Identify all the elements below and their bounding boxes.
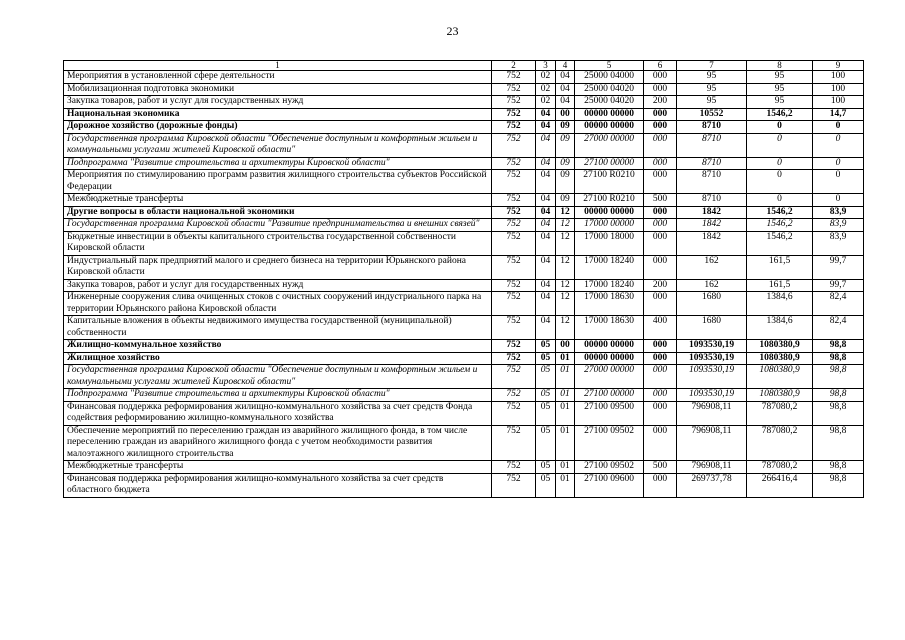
table-row xyxy=(64,83,864,96)
section-cell: 02 xyxy=(536,83,556,96)
section-cell: 05 xyxy=(536,340,556,353)
expense-type-cell: 500 xyxy=(644,461,677,474)
table-row xyxy=(64,133,864,157)
table-row xyxy=(64,352,864,365)
section-cell: 04 xyxy=(536,194,556,207)
grbs-cell: 752 xyxy=(492,71,536,84)
target-item-cell: 27100 09502 xyxy=(575,461,644,474)
plan-amount-cell: 796908,11 xyxy=(677,425,747,461)
expense-type-cell: 000 xyxy=(644,352,677,365)
target-item-cell: 27100 09600 xyxy=(575,473,644,497)
grbs-cell: 752 xyxy=(492,316,536,340)
percent-cell: 0 xyxy=(813,170,864,194)
table-row xyxy=(64,425,864,461)
target-item-cell: 00000 00000 xyxy=(575,340,644,353)
percent-cell: 100 xyxy=(813,96,864,109)
header-cell: 6 xyxy=(644,61,677,71)
expense-type-cell: 000 xyxy=(644,292,677,316)
grbs-cell: 752 xyxy=(492,219,536,232)
name-cell: Государственная программа Кировской области "Обеспечение доступным и комфортным жильем и коммунальными услугами жителей Кировской области" xyxy=(64,133,492,157)
plan-amount-cell: 269737,78 xyxy=(677,473,747,497)
plan-amount-cell: 1680 xyxy=(677,316,747,340)
percent-cell: 82,4 xyxy=(813,316,864,340)
table-row xyxy=(64,292,864,316)
subsection-cell: 12 xyxy=(556,279,575,292)
name-cell: Подпрограмма "Развитие строительства и архитектуры Кировской области" xyxy=(64,157,492,170)
target-item-cell: 17000 00000 xyxy=(575,219,644,232)
target-item-cell: 27100 00000 xyxy=(575,157,644,170)
name-cell: Мобилизационная подготовка экономики xyxy=(64,83,492,96)
target-item-cell: 27100 R0210 xyxy=(575,194,644,207)
actual-amount-cell: 1546,2 xyxy=(747,219,813,232)
grbs-cell: 752 xyxy=(492,206,536,219)
header-cell: 7 xyxy=(677,61,747,71)
grbs-cell: 752 xyxy=(492,108,536,121)
subsection-cell: 01 xyxy=(556,401,575,425)
section-cell: 05 xyxy=(536,425,556,461)
section-cell: 04 xyxy=(536,133,556,157)
subsection-cell: 12 xyxy=(556,206,575,219)
target-item-cell: 00000 00000 xyxy=(575,108,644,121)
percent-cell: 0 xyxy=(813,121,864,134)
target-item-cell: 00000 00000 xyxy=(575,352,644,365)
name-cell: Другие вопросы в области национальной экономики xyxy=(64,206,492,219)
grbs-cell: 752 xyxy=(492,83,536,96)
grbs-cell: 752 xyxy=(492,194,536,207)
subsection-cell: 09 xyxy=(556,194,575,207)
subsection-cell: 12 xyxy=(556,292,575,316)
target-item-cell: 17000 18630 xyxy=(575,316,644,340)
expense-type-cell: 000 xyxy=(644,219,677,232)
target-item-cell: 00000 00000 xyxy=(575,121,644,134)
subsection-cell: 01 xyxy=(556,365,575,389)
grbs-cell: 752 xyxy=(492,121,536,134)
grbs-cell: 752 xyxy=(492,461,536,474)
grbs-cell: 752 xyxy=(492,157,536,170)
expense-type-cell: 000 xyxy=(644,340,677,353)
subsection-cell: 00 xyxy=(556,108,575,121)
actual-amount-cell: 95 xyxy=(747,71,813,84)
table-row xyxy=(64,401,864,425)
percent-cell: 83,9 xyxy=(813,206,864,219)
section-cell: 04 xyxy=(536,231,556,255)
header-cell: 9 xyxy=(813,61,864,71)
plan-amount-cell: 8710 xyxy=(677,133,747,157)
subsection-cell: 09 xyxy=(556,133,575,157)
percent-cell: 100 xyxy=(813,83,864,96)
actual-amount-cell: 787080,2 xyxy=(747,461,813,474)
target-item-cell: 25000 04020 xyxy=(575,83,644,96)
name-cell: Финансовая поддержка реформирования жилищно-коммунального хозяйства за счет средств областного бюджета xyxy=(64,473,492,497)
subsection-cell: 04 xyxy=(556,71,575,84)
plan-amount-cell: 8710 xyxy=(677,121,747,134)
subsection-cell: 01 xyxy=(556,389,575,402)
expense-type-cell: 000 xyxy=(644,389,677,402)
budget-table xyxy=(63,60,864,498)
actual-amount-cell: 1546,2 xyxy=(747,231,813,255)
actual-amount-cell: 1080380,9 xyxy=(747,389,813,402)
target-item-cell: 00000 00000 xyxy=(575,206,644,219)
percent-cell: 98,8 xyxy=(813,401,864,425)
table-row xyxy=(64,231,864,255)
section-cell: 04 xyxy=(536,206,556,219)
grbs-cell: 752 xyxy=(492,231,536,255)
percent-cell: 99,7 xyxy=(813,255,864,279)
grbs-cell: 752 xyxy=(492,133,536,157)
grbs-cell: 752 xyxy=(492,96,536,109)
table-row xyxy=(64,365,864,389)
section-cell: 05 xyxy=(536,389,556,402)
grbs-cell: 752 xyxy=(492,279,536,292)
table-row xyxy=(64,255,864,279)
section-cell: 02 xyxy=(536,96,556,109)
name-cell: Дорожное хозяйство (дорожные фонды) xyxy=(64,121,492,134)
section-cell: 04 xyxy=(536,108,556,121)
table-row xyxy=(64,461,864,474)
plan-amount-cell: 8710 xyxy=(677,157,747,170)
subsection-cell: 01 xyxy=(556,352,575,365)
percent-cell: 0 xyxy=(813,157,864,170)
target-item-cell: 27100 09500 xyxy=(575,401,644,425)
grbs-cell: 752 xyxy=(492,292,536,316)
target-item-cell: 25000 04000 xyxy=(575,71,644,84)
percent-cell: 98,8 xyxy=(813,365,864,389)
grbs-cell: 752 xyxy=(492,170,536,194)
percent-cell: 98,8 xyxy=(813,461,864,474)
plan-amount-cell: 95 xyxy=(677,71,747,84)
percent-cell: 14,7 xyxy=(813,108,864,121)
header-cell: 8 xyxy=(747,61,813,71)
subsection-cell: 12 xyxy=(556,316,575,340)
name-cell: Мероприятия в установленной сфере деятельности xyxy=(64,71,492,84)
header-cell: 4 xyxy=(556,61,575,71)
subsection-cell: 12 xyxy=(556,219,575,232)
table-row xyxy=(64,473,864,497)
actual-amount-cell: 787080,2 xyxy=(747,425,813,461)
percent-cell: 99,7 xyxy=(813,279,864,292)
section-cell: 04 xyxy=(536,121,556,134)
plan-amount-cell: 10552 xyxy=(677,108,747,121)
expense-type-cell: 000 xyxy=(644,401,677,425)
name-cell: Жилищное хозяйство xyxy=(64,352,492,365)
percent-cell: 98,8 xyxy=(813,473,864,497)
expense-type-cell: 000 xyxy=(644,231,677,255)
header-cell: 3 xyxy=(536,61,556,71)
grbs-cell: 752 xyxy=(492,340,536,353)
actual-amount-cell: 0 xyxy=(747,170,813,194)
actual-amount-cell: 95 xyxy=(747,96,813,109)
percent-cell: 82,4 xyxy=(813,292,864,316)
plan-amount-cell: 1093530,19 xyxy=(677,352,747,365)
expense-type-cell: 000 xyxy=(644,170,677,194)
target-item-cell: 27100 00000 xyxy=(575,389,644,402)
target-item-cell: 17000 18630 xyxy=(575,292,644,316)
actual-amount-cell: 1080380,9 xyxy=(747,340,813,353)
name-cell: Межбюджетные трансферты xyxy=(64,461,492,474)
section-cell: 04 xyxy=(536,316,556,340)
grbs-cell: 752 xyxy=(492,473,536,497)
table-row xyxy=(64,170,864,194)
section-cell: 05 xyxy=(536,352,556,365)
plan-amount-cell: 1093530,19 xyxy=(677,389,747,402)
actual-amount-cell: 0 xyxy=(747,157,813,170)
expense-type-cell: 000 xyxy=(644,365,677,389)
grbs-cell: 752 xyxy=(492,352,536,365)
table-row xyxy=(64,340,864,353)
plan-amount-cell: 796908,11 xyxy=(677,461,747,474)
target-item-cell: 27100 R0210 xyxy=(575,170,644,194)
subsection-cell: 12 xyxy=(556,231,575,255)
name-cell: Мероприятия по стимулированию программ развития жилищного строительства субъектов Российской Федерации xyxy=(64,170,492,194)
grbs-cell: 752 xyxy=(492,255,536,279)
header-row xyxy=(64,61,864,71)
plan-amount-cell: 1842 xyxy=(677,206,747,219)
target-item-cell: 27000 00000 xyxy=(575,365,644,389)
header-cell: 2 xyxy=(492,61,536,71)
section-cell: 05 xyxy=(536,473,556,497)
target-item-cell: 25000 04020 xyxy=(575,96,644,109)
expense-type-cell: 200 xyxy=(644,96,677,109)
grbs-cell: 752 xyxy=(492,389,536,402)
actual-amount-cell: 1384,6 xyxy=(747,292,813,316)
name-cell: Подпрограмма "Развитие строительства и архитектуры Кировской области" xyxy=(64,389,492,402)
plan-amount-cell: 162 xyxy=(677,255,747,279)
plan-amount-cell: 1680 xyxy=(677,292,747,316)
subsection-cell: 00 xyxy=(556,340,575,353)
name-cell: Межбюджетные трансферты xyxy=(64,194,492,207)
name-cell: Закупка товаров, работ и услуг для государственных нужд xyxy=(64,96,492,109)
subsection-cell: 01 xyxy=(556,461,575,474)
actual-amount-cell: 1384,6 xyxy=(747,316,813,340)
table-row xyxy=(64,121,864,134)
table-row xyxy=(64,206,864,219)
plan-amount-cell: 162 xyxy=(677,279,747,292)
table-row xyxy=(64,71,864,84)
name-cell: Индустриальный парк предприятий малого и среднего бизнеса на территории Юрьянского района Кировской области xyxy=(64,255,492,279)
plan-amount-cell: 1093530,19 xyxy=(677,340,747,353)
table-row xyxy=(64,219,864,232)
expense-type-cell: 500 xyxy=(644,194,677,207)
actual-amount-cell: 161,5 xyxy=(747,279,813,292)
target-item-cell: 17000 18000 xyxy=(575,231,644,255)
table-row xyxy=(64,389,864,402)
percent-cell: 0 xyxy=(813,133,864,157)
name-cell: Инженерные сооружения слива очищенных стоков с очистных сооружений индустриального парка на территории Юрьянского района Кировской области xyxy=(64,292,492,316)
subsection-cell: 09 xyxy=(556,121,575,134)
section-cell: 04 xyxy=(536,219,556,232)
plan-amount-cell: 1842 xyxy=(677,219,747,232)
name-cell: Государственная программа Кировской области "Обеспечение доступным и комфортным жильем и коммунальными услугами жителей Кировской области" xyxy=(64,365,492,389)
subsection-cell: 01 xyxy=(556,473,575,497)
section-cell: 05 xyxy=(536,401,556,425)
expense-type-cell: 000 xyxy=(644,425,677,461)
target-item-cell: 17000 18240 xyxy=(575,279,644,292)
page-number: 23 xyxy=(446,24,459,38)
subsection-cell: 09 xyxy=(556,157,575,170)
subsection-cell: 09 xyxy=(556,170,575,194)
table-row xyxy=(64,194,864,207)
table-row xyxy=(64,279,864,292)
expense-type-cell: 000 xyxy=(644,108,677,121)
actual-amount-cell: 1080380,9 xyxy=(747,352,813,365)
grbs-cell: 752 xyxy=(492,401,536,425)
grbs-cell: 752 xyxy=(492,365,536,389)
section-cell: 04 xyxy=(536,279,556,292)
plan-amount-cell: 1842 xyxy=(677,231,747,255)
actual-amount-cell: 1080380,9 xyxy=(747,365,813,389)
actual-amount-cell: 0 xyxy=(747,121,813,134)
table-row xyxy=(64,316,864,340)
name-cell: Национальная экономика xyxy=(64,108,492,121)
expense-type-cell: 400 xyxy=(644,316,677,340)
plan-amount-cell: 796908,11 xyxy=(677,401,747,425)
actual-amount-cell: 0 xyxy=(747,133,813,157)
target-item-cell: 27100 09502 xyxy=(575,425,644,461)
percent-cell: 83,9 xyxy=(813,231,864,255)
plan-amount-cell: 8710 xyxy=(677,194,747,207)
percent-cell: 98,8 xyxy=(813,425,864,461)
percent-cell: 0 xyxy=(813,194,864,207)
percent-cell: 98,8 xyxy=(813,389,864,402)
name-cell: Капитальные вложения в объекты недвижимого имущества государственной (муниципальной) собственности xyxy=(64,316,492,340)
section-cell: 02 xyxy=(536,71,556,84)
name-cell: Финансовая поддержка реформирования жилищно-коммунального хозяйства за счет средств Фонда содействия реформированию жилищно-коммунального хозяйства xyxy=(64,401,492,425)
actual-amount-cell: 1546,2 xyxy=(747,206,813,219)
name-cell: Жилищно-коммунальное хозяйство xyxy=(64,340,492,353)
expense-type-cell: 000 xyxy=(644,83,677,96)
header-cell: 1 xyxy=(64,61,492,71)
expense-type-cell: 000 xyxy=(644,157,677,170)
percent-cell: 83,9 xyxy=(813,219,864,232)
plan-amount-cell: 95 xyxy=(677,96,747,109)
subsection-cell: 04 xyxy=(556,83,575,96)
section-cell: 04 xyxy=(536,157,556,170)
table-row xyxy=(64,157,864,170)
section-cell: 04 xyxy=(536,170,556,194)
plan-amount-cell: 1093530,19 xyxy=(677,365,747,389)
subsection-cell: 12 xyxy=(556,255,575,279)
percent-cell: 100 xyxy=(813,71,864,84)
table-row xyxy=(64,108,864,121)
section-cell: 04 xyxy=(536,255,556,279)
grbs-cell: 752 xyxy=(492,425,536,461)
percent-cell: 98,8 xyxy=(813,340,864,353)
target-item-cell: 17000 18240 xyxy=(575,255,644,279)
actual-amount-cell: 1546,2 xyxy=(747,108,813,121)
section-cell: 05 xyxy=(536,365,556,389)
expense-type-cell: 000 xyxy=(644,473,677,497)
expense-type-cell: 000 xyxy=(644,206,677,219)
plan-amount-cell: 95 xyxy=(677,83,747,96)
name-cell: Закупка товаров, работ и услуг для государственных нужд xyxy=(64,279,492,292)
section-cell: 04 xyxy=(536,292,556,316)
subsection-cell: 04 xyxy=(556,96,575,109)
subsection-cell: 01 xyxy=(556,425,575,461)
actual-amount-cell: 161,5 xyxy=(747,255,813,279)
name-cell: Бюджетные инвестиции в объекты капитального строительства государственной собственности Кировской области xyxy=(64,231,492,255)
expense-type-cell: 000 xyxy=(644,121,677,134)
header-cell: 5 xyxy=(575,61,644,71)
actual-amount-cell: 266416,4 xyxy=(747,473,813,497)
target-item-cell: 27000 00000 xyxy=(575,133,644,157)
expense-type-cell: 200 xyxy=(644,279,677,292)
plan-amount-cell: 8710 xyxy=(677,170,747,194)
table-body xyxy=(64,71,864,498)
percent-cell: 98,8 xyxy=(813,352,864,365)
actual-amount-cell: 787080,2 xyxy=(747,401,813,425)
expense-type-cell: 000 xyxy=(644,133,677,157)
expense-type-cell: 000 xyxy=(644,71,677,84)
expense-type-cell: 000 xyxy=(644,255,677,279)
table-row xyxy=(64,96,864,109)
name-cell: Государственная программа Кировской области "Развитие предпринимательства и внешних связей" xyxy=(64,219,492,232)
actual-amount-cell: 0 xyxy=(747,194,813,207)
name-cell: Обеспечение мероприятий по переселению граждан из аварийного жилищного фонда, в том числе переселению граждан из аварийного жилищного фонда с учетом необходимости развития малоэтажного жилищного строительства xyxy=(64,425,492,461)
section-cell: 05 xyxy=(536,461,556,474)
actual-amount-cell: 95 xyxy=(747,83,813,96)
